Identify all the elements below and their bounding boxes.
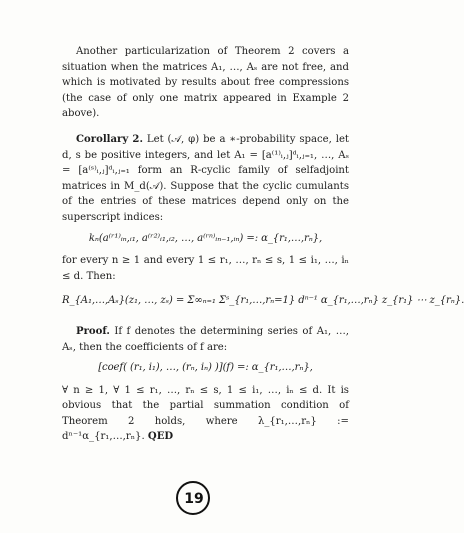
page-number: 19: [184, 491, 204, 507]
proof-paragraph: [62, 324, 349, 355]
page-body: [62, 44, 464, 445]
page-number-badge: [176, 481, 212, 517]
intro-paragraph: Another particularization of Theorem 2 covers a situation when the matrices A₁, …, Aₛ are not free, and which is motivated by results about free compressions (the case of only one matrix appeared in Example 2 above).: [62, 46, 349, 120]
proof-text-2: ∀ n ≥ 1, ∀ 1 ≤ r₁, …, rₙ ≤ s, 1 ≤ i₁, …, iₙ ≤ d. It is obvious that the partial summation condition of Theorem 2 holds, where λ_{r₁,…,rₙ} := dⁿ⁻¹α_{r₁,…,rₙ}.: [62, 384, 349, 443]
corollary-conditions: for every n ≥ 1 and every 1 ≤ r₁, …, rₙ ≤ s, 1 ≤ i₁, …, iₙ ≤ d. Then:: [62, 255, 349, 282]
r-transform-equation: R_{A₁,…,Aₛ}(z₁, …, zₛ) = Σ∞ₙ₌₁ Σˢ_{r₁,…,rₙ=1} dⁿ⁻¹ α_{r₁,…,rₙ} z_{r₁} ⋯ z_{rₙ}.: [62, 295, 464, 307]
corollary-heading: Corollary 2.: [76, 133, 143, 145]
proof-text-1: If f denotes the determining series of A₁, …, Aₛ, then the coefficients of f are:: [62, 325, 349, 353]
corollary-text-1: Let (𝒜, φ) be a ∗-probability space, let d, s be positive integers, and let A₁ = [a⁽¹⁾ᵢ,ⱼ]ᵈᵢ,ⱼ₌₁, …, Aₛ = [a⁽ˢ⁾ᵢ,ⱼ]ᵈᵢ,ⱼ₌₁ form an R-cyclic family of selfadjoint matrices in M_d(𝒜). Suppose that the cyclic cumulants of the entries of these matrices depend only on the superscript indices:: [62, 133, 349, 223]
proof-conclusion: [62, 383, 349, 445]
corollary-paragraph: [62, 132, 349, 226]
cumulant-equation: kₙ(a⁽ʳ¹⁾ᵢₙ,ᵢ₁, a⁽ʳ²⁾ᵢ₁,ᵢ₂, …, a⁽ʳⁿ⁾ᵢₙ₋₁,ᵢₙ) =: α_{r₁,…,rₙ},: [88, 232, 323, 244]
qed-mark: QED: [147, 431, 174, 443]
proof-heading: Proof.: [76, 325, 110, 337]
coefficient-equation: [coef( (r₁, i₁), …, (rₙ, iₙ) )](f) =: α_{r₁,…,rₙ},: [98, 362, 313, 374]
